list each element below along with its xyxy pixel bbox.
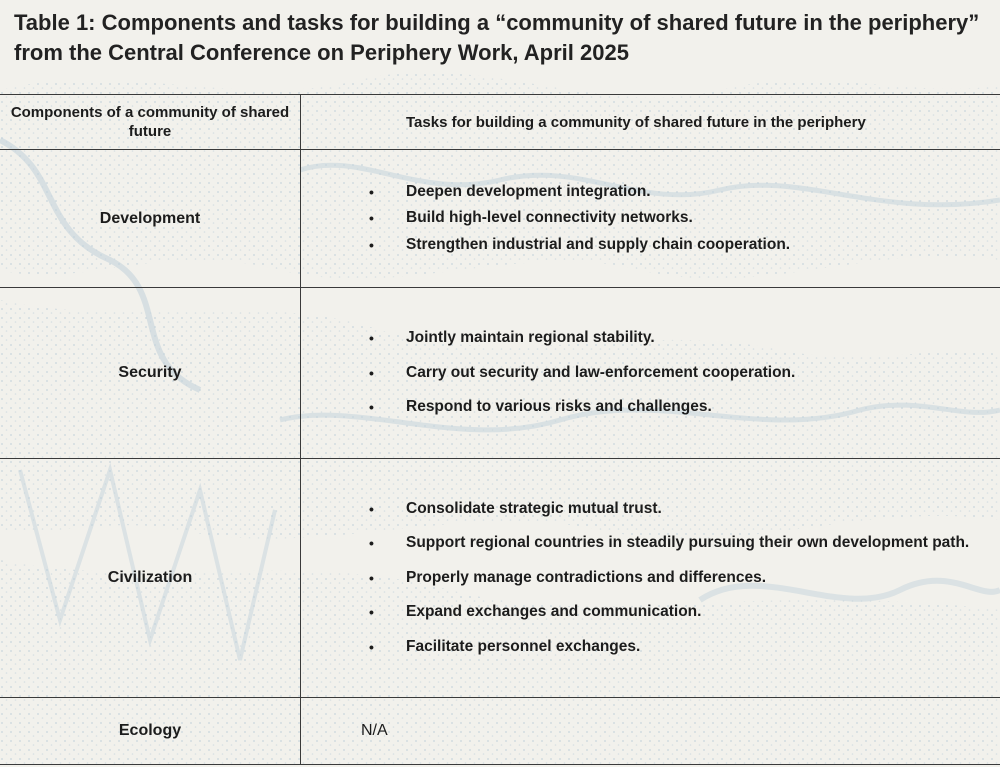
task-item: • Carry out security and law-enforcement cooperation. [369, 356, 1000, 391]
task-item: • Deepen development integration. [369, 179, 1000, 206]
table-header-row [0, 95, 1000, 150]
tasks-cell-ecology [301, 698, 1000, 765]
task-item: • Facilitate personnel exchanges. [369, 630, 1000, 665]
task-item: • Consolidate strategic mutual trust. [369, 492, 1000, 527]
table-row [0, 698, 1000, 765]
header-components: Components of a community of shared future [0, 95, 301, 150]
table-row [0, 459, 1000, 698]
component-civilization: Civilization [0, 459, 301, 698]
task-list [301, 321, 1000, 425]
table-title [14, 8, 984, 68]
task-list [301, 492, 1000, 665]
title-line-1: Table 1: Components and tasks for building a “community of shared future in the periphery” [14, 10, 980, 35]
table-row [0, 288, 1000, 459]
task-item: • Expand exchanges and communication. [369, 595, 1000, 630]
task-item: • Respond to various risks and challenges. [369, 390, 1000, 425]
not-applicable-text: N/A [361, 722, 388, 739]
header-tasks: Tasks for building a community of shared future in the periphery [301, 95, 1000, 150]
task-item: • Strengthen industrial and supply chain cooperation. [369, 232, 1000, 259]
tasks-cell-civilization [301, 459, 1000, 698]
component-ecology: Ecology [0, 698, 301, 765]
title-line-2: from the Central Conference on Periphery Work, April 2025 [14, 40, 629, 65]
task-item: • Build high-level connectivity networks. [369, 205, 1000, 232]
table-row [0, 150, 1000, 288]
task-list [301, 179, 1000, 259]
task-item: • Support regional countries in steadily pursuing their own development path. [369, 526, 1000, 561]
task-item: • Jointly maintain regional stability. [369, 321, 1000, 356]
components-tasks-table [0, 94, 1000, 765]
tasks-cell-development [301, 150, 1000, 288]
component-development: Development [0, 150, 301, 288]
tasks-cell-security [301, 288, 1000, 459]
component-security: Security [0, 288, 301, 459]
task-item: • Properly manage contradictions and differences. [369, 561, 1000, 596]
